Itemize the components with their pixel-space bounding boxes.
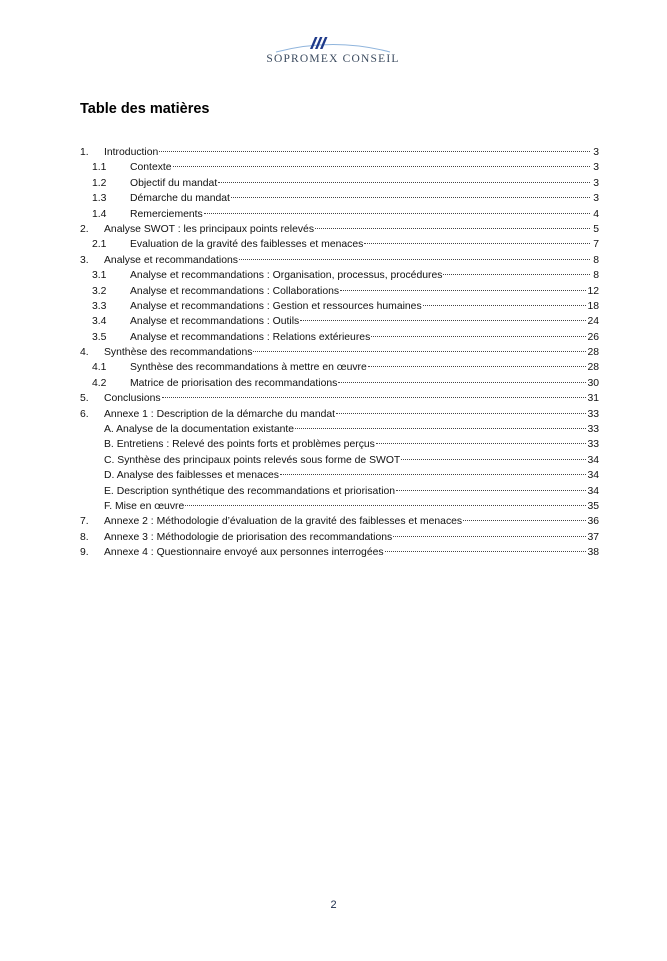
dot-leader [401, 448, 586, 463]
toc-entry-label: Synthèse des recommandations [104, 347, 253, 359]
toc-entry-label: Démarche du mandat [130, 193, 230, 205]
toc-entry-number: 3. [80, 254, 89, 266]
dot-leader [368, 355, 587, 370]
toc-entry-label: Analyse SWOT : les principaux points relevés [104, 223, 315, 235]
toc-entry-label: F. Mise en œuvre [104, 500, 185, 512]
dot-leader [315, 217, 590, 232]
dot-leader [338, 371, 586, 386]
toc-entry-page: 5 [593, 223, 599, 235]
dot-leader [463, 509, 586, 524]
toc-entry-label: Annexe 1 : Description de la démarche du mandat [104, 408, 336, 420]
dot-leader [173, 155, 590, 170]
dot-leader [300, 309, 586, 324]
toc-entry-page: 12 [587, 285, 599, 297]
toc-entry-page: 34 [587, 485, 599, 497]
toc-entry-label: E. Description synthétique des recommandations et priorisation [104, 485, 396, 497]
toc-entry-number: 5. [80, 393, 89, 405]
toc-entry-number: 1.2 [92, 177, 107, 189]
dot-leader [218, 171, 590, 186]
toc-entry-page: 3 [593, 193, 599, 205]
toc-entry-number: 2.1 [92, 239, 107, 251]
dot-leader [295, 417, 586, 432]
toc-entry-label: Matrice de priorisation des recommandations [130, 377, 338, 389]
dot-leader [340, 279, 586, 294]
toc-entry-number: 8. [80, 531, 89, 543]
toc-entry-number: 6. [80, 408, 89, 420]
dot-leader [204, 202, 590, 217]
toc-entry[interactable] [80, 140, 599, 158]
toc-entry-number: 4.1 [92, 362, 107, 374]
toc-entry-label: Evaluation de la gravité des faiblesses et menaces [130, 239, 364, 251]
toc-entry-page: 37 [587, 531, 599, 543]
dot-leader [253, 340, 586, 355]
toc-entry-label: A. Analyse de la documentation existante [104, 424, 295, 436]
toc-entry-page: 33 [587, 424, 599, 436]
page-number: 2 [330, 899, 337, 911]
logo-mark-icon [248, 33, 418, 55]
logo-text: SOPROMEX CONSEIL [266, 53, 400, 65]
toc-entry-page: 8 [593, 254, 599, 266]
toc-title: Table des matières [80, 101, 210, 117]
company-logo [248, 33, 418, 69]
toc-entry-label: Analyse et recommandations : Relations extérieures [130, 331, 371, 343]
toc-entry-label: Introduction [104, 147, 159, 158]
toc-entry-page: 26 [587, 331, 599, 343]
toc-entry-label: Annexe 4 : Questionnaire envoyé aux personnes interrogées [104, 547, 384, 559]
toc-entry-number: 3.1 [92, 270, 107, 282]
toc-entry-number: 3.3 [92, 300, 107, 312]
toc-entry-label: Annexe 3 : Méthodologie de priorisation des recommandations [104, 531, 393, 543]
toc-entry-page: 33 [587, 408, 599, 420]
toc-entry-number: 1.1 [92, 162, 107, 174]
toc-entry-page: 7 [593, 239, 599, 251]
toc-entry-number: 3.4 [92, 316, 107, 328]
dot-leader [280, 463, 586, 478]
table-of-contents [80, 140, 599, 559]
toc-entry-label: B. Entretiens : Relevé des points forts et problèmes perçus [104, 439, 375, 451]
toc-entry-label: Analyse et recommandations [104, 254, 238, 266]
dot-leader [159, 140, 590, 155]
dot-leader [443, 263, 590, 278]
dot-leader [239, 248, 590, 263]
toc-entry-page: 28 [587, 347, 599, 359]
toc-entry-page: 36 [587, 516, 599, 528]
toc-entry-page: 28 [587, 362, 599, 374]
toc-entry-number: 1. [80, 147, 89, 158]
dot-leader [336, 402, 586, 417]
toc-entry-number: 1.3 [92, 193, 107, 205]
toc-entry-label: Analyse et recommandations : Outils [130, 316, 300, 328]
toc-entry-label: Analyse et recommandations : Collaborations [130, 285, 340, 297]
toc-entry-label: Conclusions [104, 393, 161, 405]
toc-entry-number: 9. [80, 547, 89, 559]
toc-entry-label: C. Synthèse des principaux points relevés sous forme de SWOT [104, 454, 401, 466]
dot-leader [371, 325, 586, 340]
toc-entry-page: 3 [593, 147, 599, 158]
toc-entry-page: 3 [593, 177, 599, 189]
toc-entry-page: 8 [593, 270, 599, 282]
toc-entry-page: 30 [587, 377, 599, 389]
dot-leader [376, 432, 587, 447]
dot-leader [162, 386, 587, 401]
toc-entry-page: 4 [593, 208, 599, 220]
toc-entry-number: 4.2 [92, 377, 107, 389]
toc-entry-number: 2. [80, 223, 89, 235]
toc-entry-label: Synthèse des recommandations à mettre en œuvre [130, 362, 367, 374]
toc-entry-page: 18 [587, 300, 599, 312]
toc-entry-page: 3 [593, 162, 599, 174]
dot-leader [385, 540, 587, 555]
dot-leader [185, 494, 586, 509]
dot-leader [364, 232, 590, 247]
toc-entry-page: 31 [587, 393, 599, 405]
toc-entry-number: 1.4 [92, 208, 107, 220]
toc-entry-page: 33 [587, 439, 599, 451]
toc-entry-page: 34 [587, 454, 599, 466]
toc-entry-label: Analyse et recommandations : Gestion et ressources humaines [130, 300, 422, 312]
toc-entry-number: 3.2 [92, 285, 107, 297]
toc-entry-number: 4. [80, 347, 89, 359]
toc-entry-label: D. Analyse des faiblesses et menaces [104, 470, 280, 482]
dot-leader [231, 186, 590, 201]
toc-entry-page: 34 [587, 470, 599, 482]
toc-entry-label: Annexe 2 : Méthodologie d’évaluation de la gravité des faiblesses et menaces [104, 516, 463, 528]
toc-entry-label: Remerciements [130, 208, 203, 220]
toc-entry-page: 24 [587, 316, 599, 328]
toc-entry-page: 38 [587, 547, 599, 559]
dot-leader [396, 479, 586, 494]
dot-leader [393, 525, 586, 540]
toc-entry-page: 35 [587, 500, 599, 512]
toc-entry-label: Analyse et recommandations : Organisation, processus, procédures [130, 270, 443, 282]
dot-leader [423, 294, 587, 309]
toc-entry-label: Objectif du mandat [130, 177, 218, 189]
toc-entry-number: 7. [80, 516, 89, 528]
toc-entry-label: Contexte [130, 162, 172, 174]
toc-entry-number: 3.5 [92, 331, 107, 343]
